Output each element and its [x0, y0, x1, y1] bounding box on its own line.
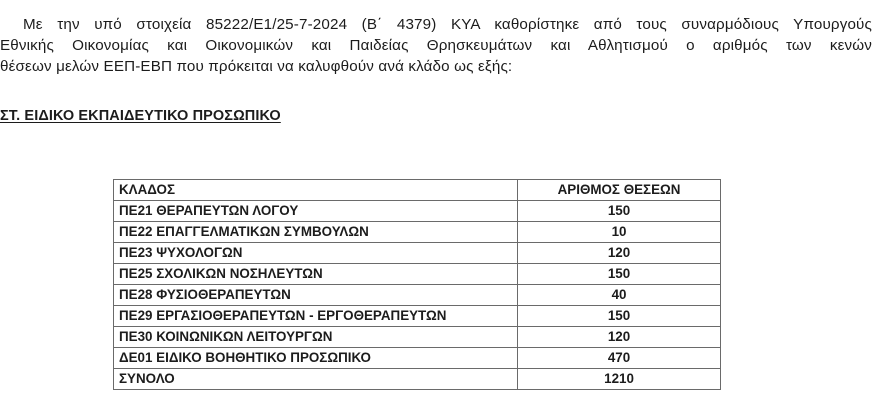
branch-cell: ΠΕ23 ΨΥΧΟΛΟΓΩΝ: [114, 243, 518, 264]
table-row: [114, 222, 721, 243]
table-row: [114, 201, 721, 222]
count-cell: 150: [518, 201, 721, 222]
table-row: [114, 327, 721, 348]
table-row: [114, 264, 721, 285]
count-cell: 10: [518, 222, 721, 243]
table-row: [114, 243, 721, 264]
branch-cell: ΠΕ30 ΚΟΙΝΩΝΙΚΩΝ ΛΕΙΤΟΥΡΓΩΝ: [114, 327, 518, 348]
branch-cell: ΔΕ01 ΕΙΔΙΚΟ ΒΟΗΘΗΤΙΚΟ ΠΡΟΣΩΠΙΚΟ: [114, 348, 518, 369]
intro-paragraph: [0, 14, 872, 77]
count-cell: 120: [518, 327, 721, 348]
branch-cell: ΠΕ22 ΕΠΑΓΓΕΛΜΑΤΙΚΩΝ ΣΥΜΒΟΥΛΩΝ: [114, 222, 518, 243]
header-count: ΑΡΙΘΜΟΣ ΘΕΣΕΩΝ: [518, 180, 721, 201]
table-row: [114, 285, 721, 306]
count-cell: 470: [518, 348, 721, 369]
table-header-row: [114, 180, 721, 201]
total-count-cell: 1210: [518, 369, 721, 390]
total-label-cell: ΣΥΝΟΛΟ: [114, 369, 518, 390]
table-row: [114, 306, 721, 327]
count-cell: 40: [518, 285, 721, 306]
paragraph-line-1: Με την υπό στοιχεία 85222/Ε1/25-7-2024 (Β΄ 4379) ΚΥΑ καθορίστηκε από τους συναρμόδιους Υπουργούς: [23, 16, 872, 33]
paragraph-line-3: θέσεων μελών ΕΕΠ-ΕΒΠ που πρόκειται να καλυφθούν ανά κλάδο ως εξής:: [0, 58, 513, 75]
branch-cell: ΠΕ29 ΕΡΓΑΣΙΟΘΕΡΑΠΕΥΤΩΝ - ΕΡΓΟΘΕΡΑΠΕΥΤΩΝ: [114, 306, 518, 327]
positions-table: [113, 179, 721, 390]
count-cell: 120: [518, 243, 721, 264]
branch-cell: ΠΕ21 ΘΕΡΑΠΕΥΤΩΝ ΛΟΓΟΥ: [114, 201, 518, 222]
table-total-row: [114, 369, 721, 390]
section-heading: ΣΤ. ΕΙΔΙΚΟ ΕΚΠΑΙΔΕΥΤΙΚΟ ΠΡΟΣΩΠΙΚΟ: [0, 108, 281, 124]
branch-cell: ΠΕ28 ΦΥΣΙΟΘΕΡΑΠΕΥΤΩΝ: [114, 285, 518, 306]
count-cell: 150: [518, 264, 721, 285]
header-branch: ΚΛΑΔΟΣ: [114, 180, 518, 201]
table-row: [114, 348, 721, 369]
branch-cell: ΠΕ25 ΣΧΟΛΙΚΩΝ ΝΟΣΗΛΕΥΤΩΝ: [114, 264, 518, 285]
paragraph-line-2: Εθνικής Οικονομίας και Οικονομικών και Παιδείας Θρησκευμάτων και Αθλητισμού ο αριθμός των κενών: [0, 37, 872, 54]
count-cell: 150: [518, 306, 721, 327]
